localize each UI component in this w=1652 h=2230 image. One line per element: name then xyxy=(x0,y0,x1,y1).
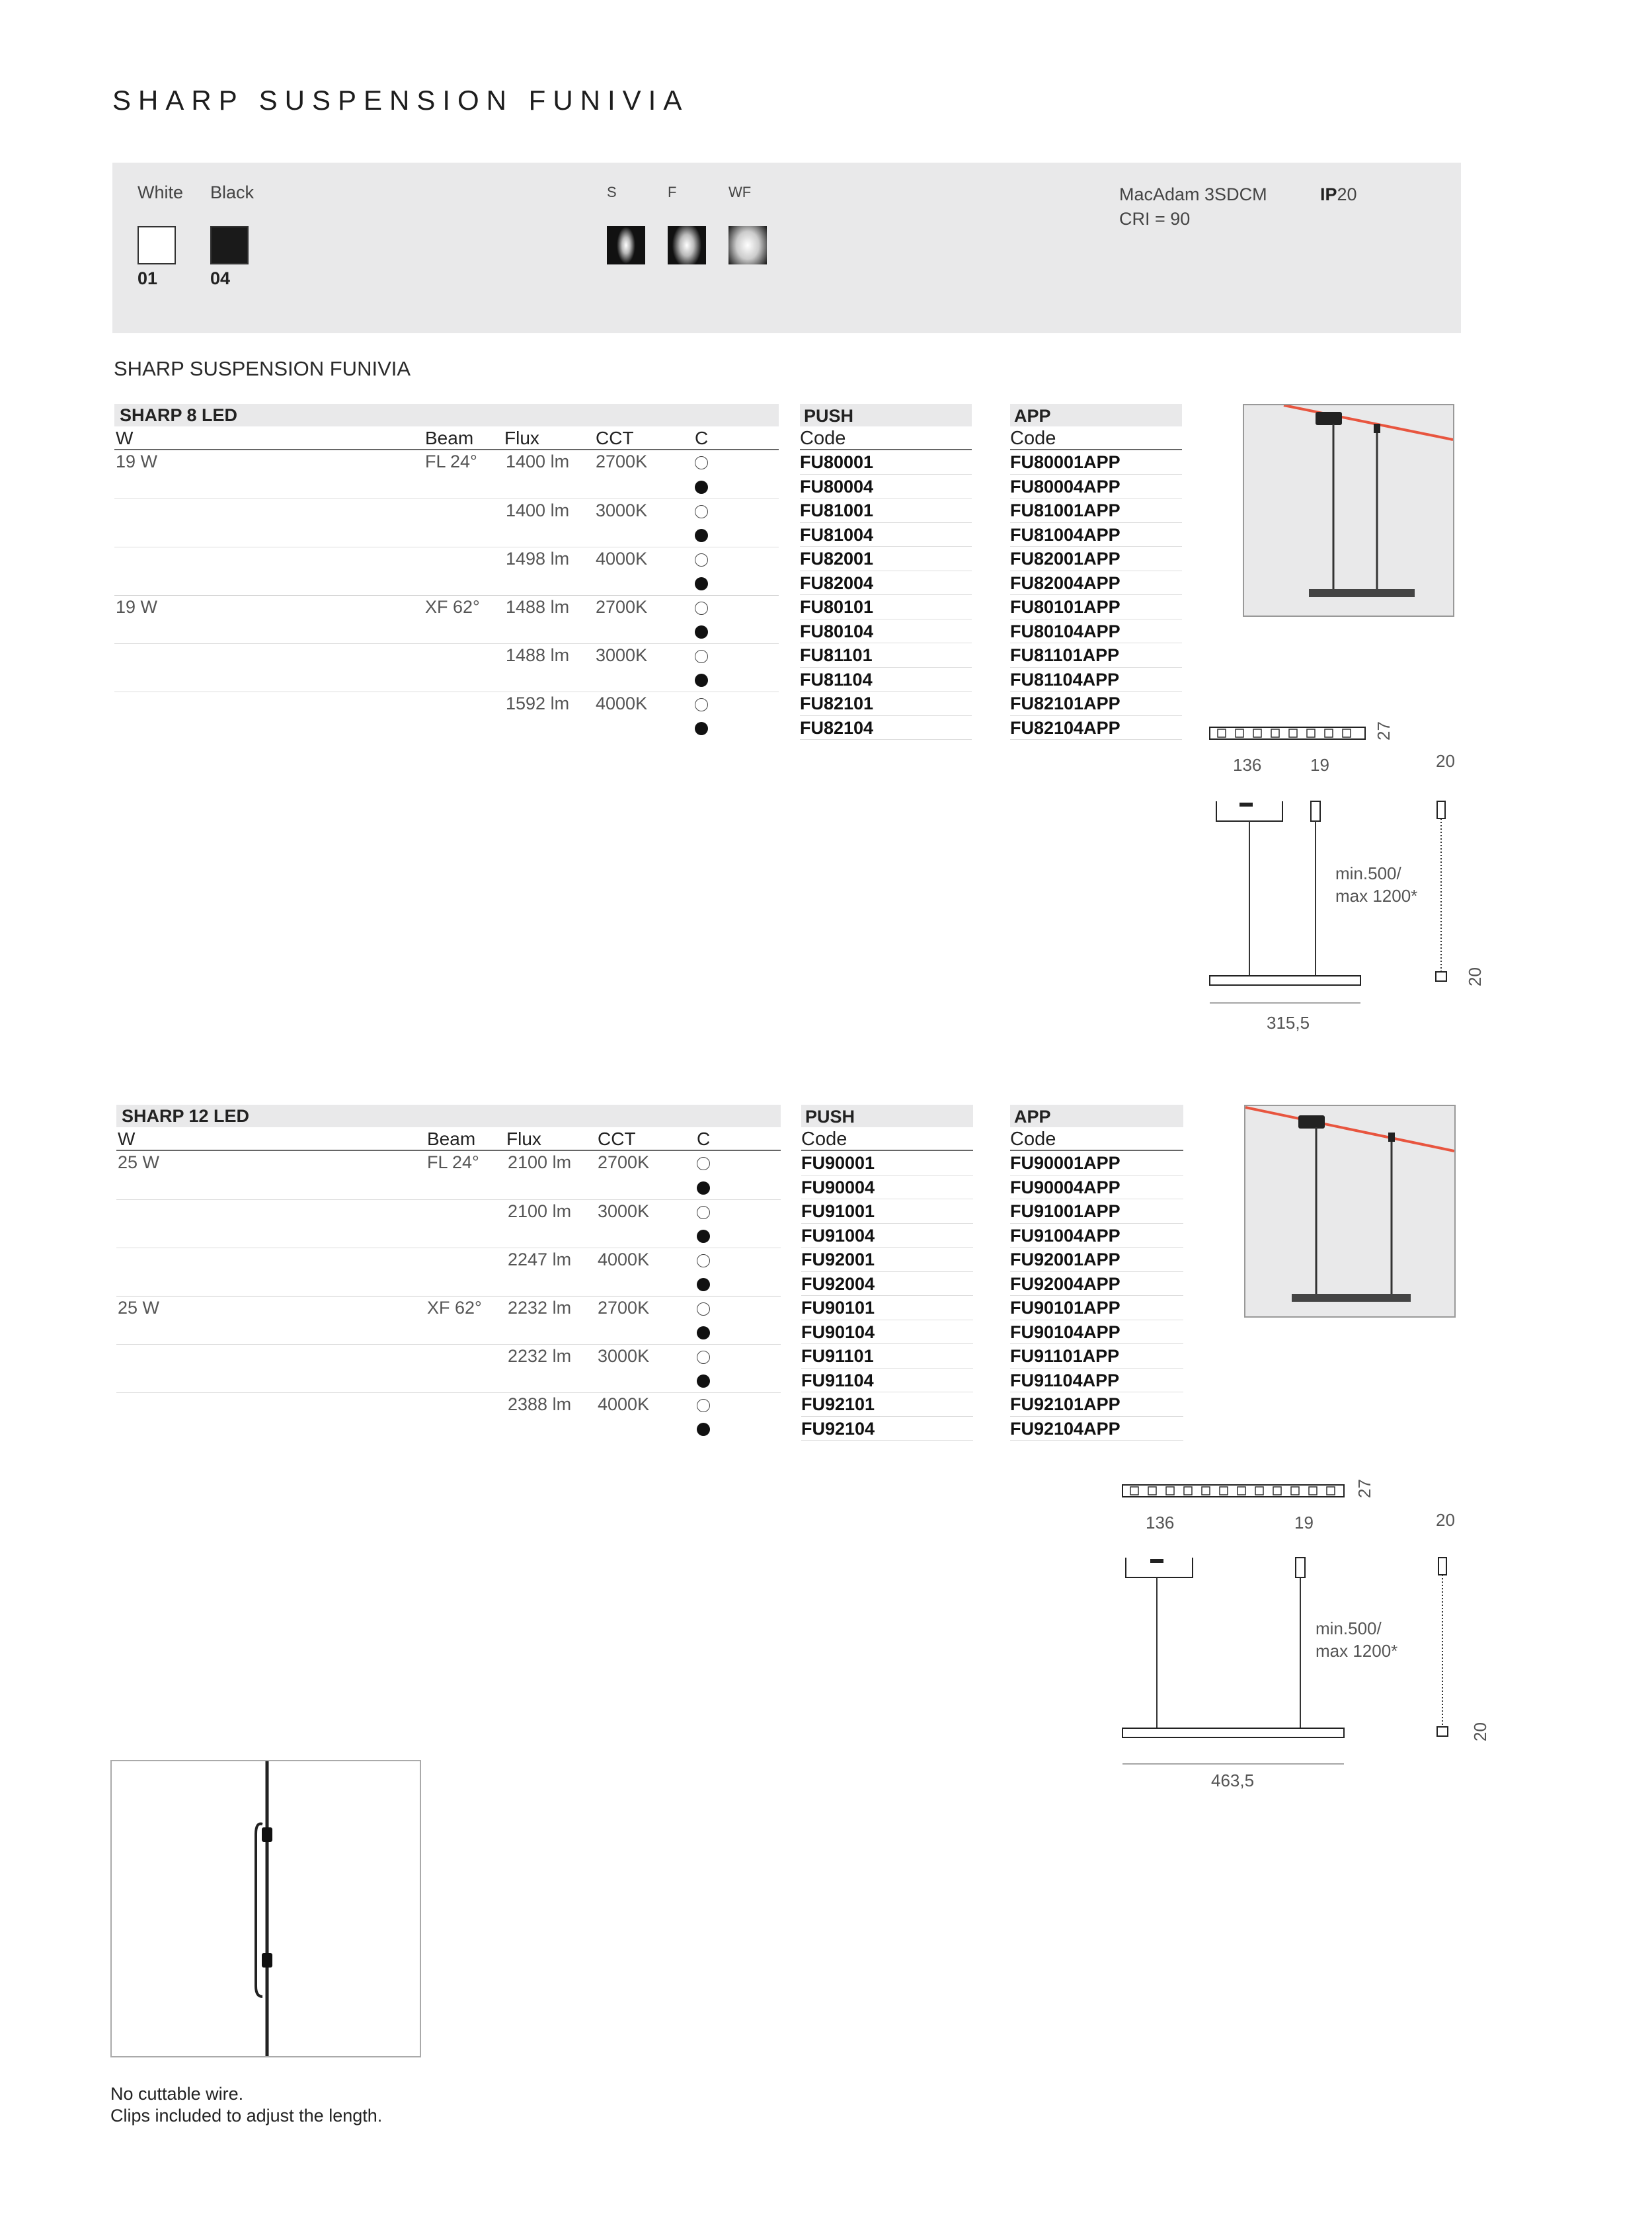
cell-cct: 4000K xyxy=(596,694,648,713)
col-cct: CCT xyxy=(596,428,634,448)
dim-depth: 19 xyxy=(1310,755,1329,775)
app-code-row: FU80004APP xyxy=(1010,475,1182,499)
dim-side: 20 xyxy=(1436,751,1455,771)
cell-w: 19 W xyxy=(116,452,158,471)
white-finish-icon xyxy=(697,1206,710,1219)
luminaire-end xyxy=(1436,972,1446,981)
adapter-front xyxy=(1126,1558,1193,1577)
cell-cct: 4000K xyxy=(598,1250,650,1269)
led-chip-icon xyxy=(1273,1487,1281,1495)
app-code-row: FU90004APP xyxy=(1010,1175,1183,1200)
black-finish-icon xyxy=(695,625,708,639)
table-row xyxy=(116,1248,781,1272)
table-row xyxy=(114,643,779,668)
app-code-row: FU80001APP xyxy=(1010,450,1182,475)
push-code-col: Code xyxy=(801,1127,973,1151)
dim-suspension-2: max 1200* xyxy=(1335,886,1418,906)
table-row xyxy=(116,1224,781,1248)
app-code-row: FU91001APP xyxy=(1010,1199,1183,1224)
app-code-row: FU82001APP xyxy=(1010,547,1182,571)
macadam-text: MacAdam 3SDCM xyxy=(1119,184,1267,204)
push-code-row: FU91104 xyxy=(801,1369,973,1393)
led-chip-icon xyxy=(1236,729,1243,737)
app-code-row: FU82101APP xyxy=(1010,692,1182,716)
wire-clip xyxy=(1388,1133,1395,1142)
push-code-col: Code xyxy=(800,426,972,450)
app-code-col: Code xyxy=(1010,1127,1183,1151)
app-code-row: FU82104APP xyxy=(1010,716,1182,740)
cell-flux: 1400 lm xyxy=(506,452,570,471)
app-header: APP xyxy=(1010,1105,1183,1127)
black-swatch xyxy=(210,226,249,264)
table-row xyxy=(114,716,779,740)
push-code-row: FU92104 xyxy=(801,1417,973,1441)
table-title: SHARP 12 LED xyxy=(116,1105,781,1127)
app-code-row: FU92101APP xyxy=(1010,1392,1183,1417)
drawing-8led xyxy=(1203,721,1507,1038)
push-code-row: FU90104 xyxy=(801,1320,973,1345)
led-chip-icon xyxy=(1255,1487,1263,1495)
ip-prefix: IP xyxy=(1320,184,1337,204)
push-header: PUSH xyxy=(801,1105,973,1127)
ip-value: 20 xyxy=(1337,184,1357,204)
beam-wf-icon xyxy=(728,226,767,264)
led-chip-icon xyxy=(1289,729,1297,737)
push-code-row: FU82104 xyxy=(800,716,972,740)
push-code-row: FU91001 xyxy=(801,1199,973,1224)
table-row xyxy=(116,1344,781,1369)
product-photo-12led xyxy=(1244,1105,1456,1318)
app-table-8led xyxy=(1010,404,1182,740)
app-code-row: FU81004APP xyxy=(1010,523,1182,547)
table-title: SHARP 8 LED xyxy=(114,404,779,426)
beam-s-icon xyxy=(607,226,645,264)
cell-w: 25 W xyxy=(118,1298,160,1318)
cell-flux: 1400 lm xyxy=(506,500,570,520)
dim-side: 20 xyxy=(1436,1510,1455,1530)
cell-cct: 2700K xyxy=(596,452,648,471)
dim-suspension-1: min.500/ xyxy=(1316,1618,1382,1638)
column-headers xyxy=(114,426,779,450)
push-code-row: FU82004 xyxy=(800,571,972,596)
push-code-row: FU80104 xyxy=(800,619,972,644)
clip-photo xyxy=(110,1760,421,2057)
app-code-row: FU90104APP xyxy=(1010,1320,1183,1345)
push-header: PUSH xyxy=(800,404,972,426)
cell-flux: 1488 lm xyxy=(506,645,570,665)
black-finish-icon xyxy=(697,1423,710,1436)
cell-cct: 4000K xyxy=(596,549,648,569)
app-code-row: FU90101APP xyxy=(1010,1296,1183,1320)
black-finish-icon xyxy=(697,1181,710,1195)
led-chip-icon xyxy=(1253,729,1261,737)
table-row xyxy=(116,1296,781,1320)
clip-photo-svg xyxy=(112,1761,420,2056)
color-code-black: 04 xyxy=(210,268,231,288)
black-finish-icon xyxy=(695,481,708,494)
app-code-row: FU80104APP xyxy=(1010,619,1182,644)
cell-cct: 3000K xyxy=(596,645,648,665)
table-body xyxy=(116,1151,781,1441)
app-code-row: FU82004APP xyxy=(1010,571,1182,596)
dim-width: 136 xyxy=(1146,1513,1175,1533)
dim-led-height: 27 xyxy=(1374,721,1394,740)
note-line2: Clips included to adjust the length. xyxy=(110,2106,383,2126)
col-w: W xyxy=(118,1129,136,1149)
cell-cct: 2700K xyxy=(598,1152,650,1172)
table-row xyxy=(116,1417,781,1441)
column-headers xyxy=(116,1127,781,1151)
led-chip-icon xyxy=(1309,1487,1317,1495)
section-title: SHARP SUSPENSION FUNIVIA xyxy=(114,357,411,380)
cable-clamp xyxy=(1438,1558,1446,1575)
luminaire-body xyxy=(1309,589,1415,597)
col-flux: Flux xyxy=(504,428,539,448)
clip-top xyxy=(262,1827,272,1842)
table-row xyxy=(114,547,779,571)
led-chip-icon xyxy=(1238,1487,1245,1495)
push-table-8led xyxy=(800,404,972,740)
push-code-row: FU90001 xyxy=(801,1151,973,1175)
push-code-row: FU92001 xyxy=(801,1248,973,1272)
table-row xyxy=(114,523,779,547)
beam-f-icon xyxy=(668,226,706,264)
cri-text: CRI = 90 xyxy=(1119,209,1191,229)
app-code-row: FU91004APP xyxy=(1010,1224,1183,1248)
page-title: SHARP SUSPENSION FUNIVIA xyxy=(112,85,689,116)
beam-label-f: F xyxy=(668,184,677,200)
push-code-row: FU81001 xyxy=(800,498,972,523)
col-beam: Beam xyxy=(425,428,474,448)
white-finish-icon xyxy=(695,650,708,663)
led-chip-icon xyxy=(1271,729,1279,737)
adapter-side xyxy=(1311,801,1320,821)
push-code-row: FU81101 xyxy=(800,643,972,668)
led-strip-top xyxy=(1122,1485,1344,1497)
luminaire-body xyxy=(1292,1294,1411,1302)
app-code-row: FU91101APP xyxy=(1010,1344,1183,1369)
color-code-white: 01 xyxy=(138,268,158,288)
cell-flux: 1488 lm xyxy=(506,597,570,617)
app-code-row: FU90001APP xyxy=(1010,1151,1183,1175)
cell-beam: XF 62° xyxy=(425,597,480,617)
cell-beam: FL 24° xyxy=(425,452,477,471)
dim-depth: 19 xyxy=(1294,1513,1314,1533)
col-c: C xyxy=(695,428,709,448)
app-code-row: FU81001APP xyxy=(1010,498,1182,523)
led-chip-icon xyxy=(1327,1487,1335,1495)
white-finish-icon xyxy=(697,1399,710,1412)
dim-length: 315,5 xyxy=(1267,1013,1310,1033)
cell-flux: 2100 lm xyxy=(508,1201,572,1221)
product-photo-8led-svg xyxy=(1244,405,1453,616)
table-row xyxy=(116,1199,781,1224)
push-code-row: FU90101 xyxy=(801,1296,973,1320)
color-label-black: Black xyxy=(210,182,255,202)
black-finish-icon xyxy=(695,529,708,542)
table-row xyxy=(114,498,779,523)
dim-base: 20 xyxy=(1465,967,1485,986)
cell-cct: 3000K xyxy=(598,1346,650,1366)
product-photo-8led xyxy=(1243,404,1454,617)
dim-led-height: 27 xyxy=(1355,1479,1374,1498)
table-row xyxy=(116,1175,781,1200)
app-code-row: FU92004APP xyxy=(1010,1272,1183,1296)
adapter-front xyxy=(1216,801,1282,821)
led-chip-icon xyxy=(1218,729,1226,737)
dim-suspension-2: max 1200* xyxy=(1316,1641,1398,1661)
spec-table-8led xyxy=(114,404,779,740)
black-finish-icon xyxy=(695,674,708,687)
led-chip-icon xyxy=(1184,1487,1192,1495)
drawing-12led xyxy=(1116,1476,1513,1796)
led-strip-top xyxy=(1210,727,1365,739)
push-code-row: FU80101 xyxy=(800,595,972,619)
white-swatch xyxy=(138,226,176,264)
note-line1: No cuttable wire. xyxy=(110,2084,244,2104)
dim-width: 136 xyxy=(1233,755,1262,775)
led-chip-icon xyxy=(1291,1487,1299,1495)
led-chip-icon xyxy=(1307,729,1315,737)
cell-flux: 1498 lm xyxy=(506,549,570,569)
table-row xyxy=(116,1272,781,1296)
finish-panel xyxy=(112,163,1461,333)
led-chip-icon xyxy=(1220,1487,1228,1495)
white-finish-icon xyxy=(695,698,708,711)
col-c: C xyxy=(697,1129,711,1149)
dim-base: 20 xyxy=(1470,1722,1490,1741)
cell-cct: 3000K xyxy=(596,500,648,520)
cable-clamp xyxy=(1437,801,1445,818)
app-header: APP xyxy=(1010,404,1182,426)
table-row xyxy=(114,571,779,596)
ip-rating xyxy=(1320,182,1357,207)
beam-label-wf: WF xyxy=(728,184,752,200)
push-code-row: FU92004 xyxy=(801,1272,973,1296)
push-code-row: FU81004 xyxy=(800,523,972,547)
table-row xyxy=(116,1320,781,1345)
cell-cct: 4000K xyxy=(598,1394,650,1414)
luminaire-profile xyxy=(1210,976,1360,985)
white-finish-icon xyxy=(695,505,708,518)
black-finish-icon xyxy=(697,1374,710,1388)
track-adapter xyxy=(1316,412,1342,425)
cell-flux: 2100 lm xyxy=(508,1152,572,1172)
white-finish-icon xyxy=(695,602,708,615)
cell-beam: FL 24° xyxy=(427,1152,479,1172)
app-code-row: FU81104APP xyxy=(1010,668,1182,692)
led-chip-icon xyxy=(1202,1487,1210,1495)
table-row xyxy=(114,450,779,475)
color-label-white: White xyxy=(138,182,184,202)
black-finish-icon xyxy=(697,1326,710,1339)
app-code-row: FU92001APP xyxy=(1010,1248,1183,1272)
note xyxy=(110,2083,382,2127)
luminaire-profile xyxy=(1122,1728,1344,1737)
spec-table-12led xyxy=(116,1105,781,1441)
cell-beam: XF 62° xyxy=(427,1298,482,1318)
luminaire-end xyxy=(1437,1727,1448,1736)
col-beam: Beam xyxy=(427,1129,476,1149)
cell-flux: 2388 lm xyxy=(508,1394,572,1414)
led-chip-icon xyxy=(1325,729,1333,737)
white-finish-icon xyxy=(697,1351,710,1364)
table-row xyxy=(114,668,779,692)
push-code-row: FU91004 xyxy=(801,1224,973,1248)
dim-length: 463,5 xyxy=(1211,1771,1255,1790)
app-code-col: Code xyxy=(1010,426,1182,450)
cell-w: 25 W xyxy=(118,1152,160,1172)
table-row xyxy=(116,1369,781,1393)
app-code-row: FU81101APP xyxy=(1010,643,1182,668)
product-photo-12led-svg xyxy=(1245,1106,1454,1316)
cell-cct: 2700K xyxy=(596,597,648,617)
push-code-row: FU80001 xyxy=(800,450,972,475)
push-code-row: FU92101 xyxy=(801,1392,973,1417)
push-code-row: FU81104 xyxy=(800,668,972,692)
cell-cct: 2700K xyxy=(598,1298,650,1318)
black-finish-icon xyxy=(697,1278,710,1291)
led-chip-icon xyxy=(1166,1487,1174,1495)
track-adapter xyxy=(1298,1115,1325,1129)
push-code-row: FU82101 xyxy=(800,692,972,716)
black-finish-icon xyxy=(697,1230,710,1243)
push-code-row: FU82001 xyxy=(800,547,972,571)
black-finish-icon xyxy=(695,577,708,590)
beam-label-s: S xyxy=(607,184,617,200)
col-w: W xyxy=(116,428,134,448)
white-finish-icon xyxy=(697,1254,710,1267)
cell-cct: 3000K xyxy=(598,1201,650,1221)
app-code-row: FU80101APP xyxy=(1010,595,1182,619)
cell-flux: 2247 lm xyxy=(508,1250,572,1269)
wire-clip xyxy=(1374,424,1380,433)
table-row xyxy=(114,692,779,716)
led-chip-icon xyxy=(1343,729,1351,737)
white-finish-icon xyxy=(695,456,708,469)
black-finish-icon xyxy=(695,722,708,735)
col-flux: Flux xyxy=(506,1129,541,1149)
app-code-row: FU92104APP xyxy=(1010,1417,1183,1441)
clip-bottom xyxy=(262,1953,272,1968)
cell-flux: 1592 lm xyxy=(506,694,570,713)
push-code-row: FU90004 xyxy=(801,1175,973,1200)
cell-flux: 2232 lm xyxy=(508,1346,572,1366)
col-cct: CCT xyxy=(598,1129,636,1149)
adapter-side xyxy=(1296,1558,1305,1577)
led-chip-icon xyxy=(1130,1487,1138,1495)
led-chip-icon xyxy=(1148,1487,1156,1495)
push-table-12led xyxy=(801,1105,973,1441)
push-code-row: FU91101 xyxy=(801,1344,973,1369)
app-table-12led xyxy=(1010,1105,1183,1441)
table-row xyxy=(116,1151,781,1175)
white-finish-icon xyxy=(697,1302,710,1316)
dim-suspension-1: min.500/ xyxy=(1335,863,1401,883)
app-code-row: FU91104APP xyxy=(1010,1369,1183,1393)
cell-flux: 2232 lm xyxy=(508,1298,572,1318)
white-finish-icon xyxy=(695,553,708,567)
table-row xyxy=(116,1392,781,1417)
table-row xyxy=(114,475,779,499)
table-body xyxy=(114,450,779,740)
cell-w: 19 W xyxy=(116,597,158,617)
table-row xyxy=(114,619,779,644)
white-finish-icon xyxy=(697,1157,710,1170)
push-code-row: FU80004 xyxy=(800,475,972,499)
table-row xyxy=(114,595,779,619)
